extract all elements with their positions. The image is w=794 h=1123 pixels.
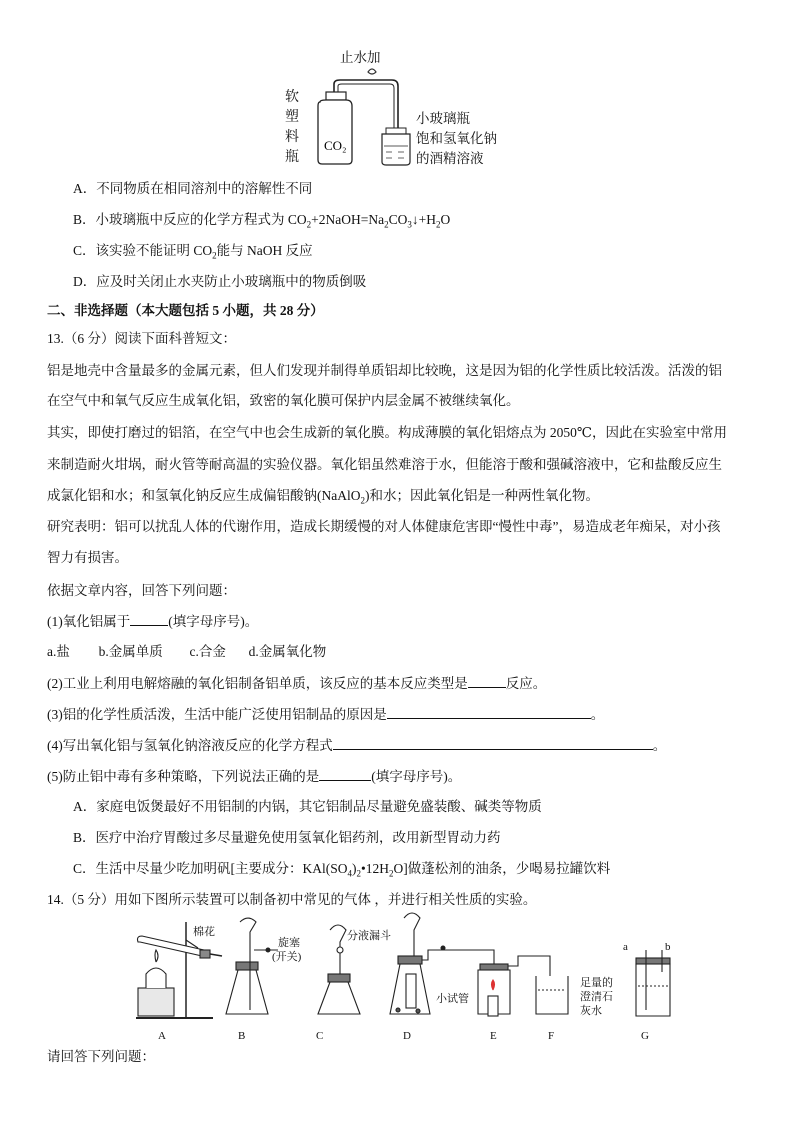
q13-paragraph-2-line-1: 其实，即使打磨过的铝箔，在空气中也会生成新的氧化膜。构成薄膜的氧化铝熔点为 2050℃，因此在实验室中常用 [47, 425, 727, 440]
q13-sub-5-option-a: A．家庭电饭煲最好不用铝制的内锅，其它铝制品尽量避免盛装酸、碱类等物质 [73, 799, 542, 814]
label-E: E [490, 1030, 497, 1042]
q13-intro: 13.（6 分）阅读下面科普短文： [47, 331, 236, 346]
clamp-label: 止水加 [340, 50, 381, 65]
q13-paragraph-1-line-1: 铝是地壳中含量最多的金属元素，但人们发现并制得单质铝却比较晚，这是因为铝的化学性质比较活泼。活泼的铝 [47, 363, 722, 378]
soft-bottle-label-1: 软 [285, 90, 299, 105]
soft-bottle-label-4: 瓶 [285, 150, 299, 165]
q13-paragraph-3-line-2: 智力有损害。 [47, 550, 128, 565]
section-title: 二、非选择题（本大题包括 5 小题，共 28 分） [47, 303, 324, 318]
q13-sub-2: (2)工业上利用电解熔融的氧化铝制备铝单质，该反应的基本反应类型是 反应。 [47, 676, 547, 691]
q13-sub-5-option-c: C．生活中尽量少吃加明矾[主要成分：$KAl(SO_4)_2•12H_2O$]做蓬松剂的油条，少喝易拉罐饮料 [73, 861, 611, 879]
label-b: b [665, 941, 671, 953]
label-cotton: 棉花 [193, 926, 215, 938]
label-small-tube: 小试管 [436, 993, 469, 1005]
q12-option-a: A．不同物质在相同溶剂中的溶解性不同 [73, 181, 313, 196]
q12-option-b: B．小玻璃瓶中反应的化学方程式为 $CO_2+2NaOH=Na_2CO_3↓+H_2O$ [73, 212, 451, 230]
small-bottle-line-3: 的酒精溶液 [416, 151, 484, 166]
q13-ask: 依据文章内容，回答下列问题： [47, 583, 236, 598]
q13-sub-3: (3)铝的化学性质活泼，生活中能广泛使用铝制品的原因是 。 [47, 707, 605, 722]
q12-option-c: C．该实验不能证明 $CO_2$能与 NaOH 反应 [73, 243, 313, 261]
q13-sub-4: (4)写出氧化铝与氢氧化钠溶液反应的化学方程式 。 [47, 738, 667, 753]
label-funnel: 分液漏斗 [347, 930, 391, 942]
soft-bottle-label-3: 料 [285, 130, 299, 145]
answer-blank-2[interactable] [468, 674, 506, 688]
label-limewater-3: 灰水 [580, 1005, 602, 1017]
small-bottle-line-2: 饱和氢氧化钠 [416, 131, 497, 146]
q13-paragraph-3-line-1: 研究表明：铝可以扰乱人体的代谢作用，造成长期缓慢的对人体健康危害即“慢性中毒”，易造成老年痴呆，对小孩 [47, 519, 721, 534]
option-a: a.盐 [47, 644, 70, 659]
label-switch: (开关) [272, 951, 302, 963]
answer-blank-5[interactable] [319, 767, 371, 781]
soft-bottle-label-2: 塑 [285, 110, 299, 125]
clamp-icon [368, 69, 376, 74]
label-stopcock: 旋塞 [278, 937, 300, 949]
q14-answer-prompt: 请回答下列问题： [47, 1049, 155, 1064]
label-B: B [238, 1030, 246, 1042]
q12-option-d: D．应及时关闭止水夹防止小玻璃瓶中的物质倒吸 [73, 274, 367, 289]
soft-bottle [318, 100, 352, 164]
q13-paragraph-2-line-2: 来制造耐火坩埚，耐火管等耐高温的实验仪器。氧化铝虽然难溶于水，但能溶于酸和强碱溶液中，它和盐酸反应生 [47, 457, 722, 472]
label-D: D [403, 1030, 411, 1042]
answer-blank-3[interactable] [387, 705, 591, 719]
q13-sub-1: (1)氧化铝属于 (填字母序号)。 [47, 614, 259, 629]
label-A: A [158, 1030, 166, 1042]
co2-text: CO₂ [324, 138, 347, 153]
q13-paragraph-1-line-2: 在空气中和氧气反应生成氧化铝，致密的氧化膜可保护内层金属不被继续氧化。 [47, 393, 520, 408]
bottle-cap [326, 92, 346, 100]
label-G: G [641, 1030, 649, 1042]
label-C: C [316, 1030, 324, 1042]
label-limewater-1: 足量的 [580, 977, 613, 989]
bottle-apparatus-drawing [300, 62, 430, 172]
answer-blank-1[interactable] [130, 612, 168, 626]
label-a: a [623, 941, 628, 953]
label-F: F [548, 1030, 555, 1042]
q13-sub-5-option-b: B．医疗中治疗胃酸过多尽量避免使用氢氧化铝药剂，改用新型胃动力药 [73, 830, 501, 845]
q13-sub-5: (5)防止铝中毒有多种策略，下列说法正确的是 (填字母序号)。 [47, 769, 462, 784]
small-bottle-line-1: 小玻璃瓶 [416, 111, 470, 126]
q13-sub-1-options [47, 643, 326, 661]
option-b: b.金属单质 [98, 644, 163, 659]
small-glass-bottle [382, 134, 410, 165]
label-limewater-2: 澄清石 [580, 991, 613, 1003]
option-c: c.合金 [189, 644, 226, 659]
q13-paragraph-2-line-3: 成氯化铝和水；和氢氧化钠反应生成偏铝酸钠(NaAlO$_2$)和水；因此氧化铝是一种两性氧化物。 [47, 488, 599, 506]
option-d: d.金属氧化物 [248, 644, 327, 659]
answer-blank-4[interactable] [333, 736, 653, 750]
q14-intro: 14.（5 分）用如下图所示装置可以制备初中常见的气体 ，并进行相关性质的实验。 [47, 892, 537, 907]
